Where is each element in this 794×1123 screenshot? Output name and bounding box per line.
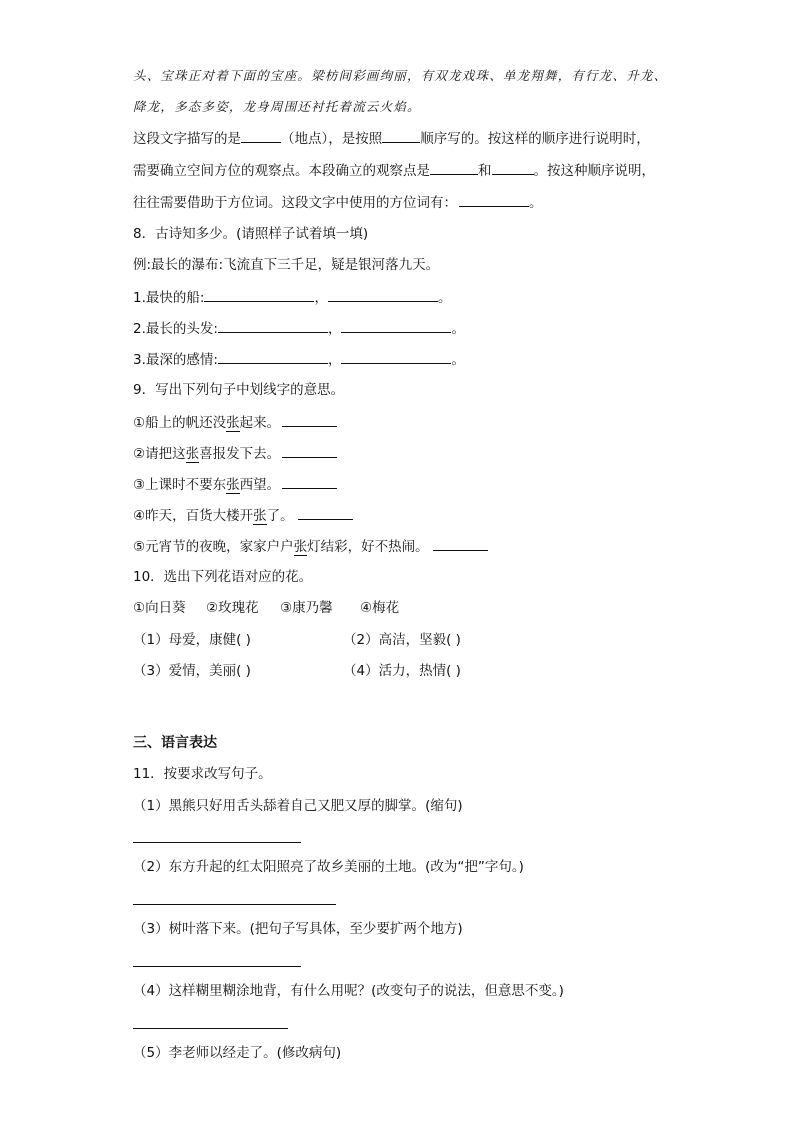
period: 。 [451, 321, 465, 337]
q8-example: 例:最长的瀑布:飞流直下三千足，疑是银河落九天。 [133, 257, 440, 273]
q8-item-3 [133, 349, 465, 370]
q10-title: 10．选出下列花语对应的花。 [133, 569, 313, 585]
q7-line-1 [133, 128, 650, 149]
sentence-text: ④昨天，百货大楼开 [133, 508, 254, 524]
answer-line[interactable] [133, 1028, 288, 1029]
comma: ， [314, 290, 328, 306]
poem-blank[interactable] [341, 349, 451, 364]
underlined-char: 张 [226, 477, 240, 493]
flower-option: ④梅花 [360, 600, 400, 616]
q10-options [133, 598, 399, 618]
meaning-blank[interactable] [282, 443, 337, 458]
q10-pair-4[interactable]: （4）活力，热情( ) [343, 663, 461, 679]
sentence-text: 西望。 [239, 477, 281, 493]
q8-item-label: 2.最长的头发: [133, 321, 218, 337]
q8-item-label: 3.最深的感情: [133, 352, 218, 368]
comma: ， [327, 352, 342, 368]
poem-blank[interactable] [218, 349, 328, 364]
q10-pair-2[interactable]: （2）高洁，坚毅( ) [343, 632, 461, 648]
q7-text: 。 [529, 195, 543, 211]
sentence-text: ③上课时不要东 [133, 477, 227, 493]
q9-sentence-2 [133, 443, 337, 464]
sentence-text: ⑤元宵节的夜晚，家家户户 [133, 539, 294, 555]
underlined-char: 张 [293, 539, 308, 555]
q7-text: 往往需要借助于方位词。这段文字中使用的方位词有： [133, 195, 457, 211]
section-heading: 三、语言表达 [133, 735, 217, 751]
q7-text: （地点），是按照 [281, 131, 383, 147]
passage-line-2: 降龙，多态多姿，龙身周围还衬托着流云火焰。 [133, 99, 421, 114]
observation-point-blank-1[interactable] [430, 160, 478, 175]
q9-sentence-1 [133, 412, 337, 433]
answer-line[interactable] [133, 842, 301, 843]
q10-pair-3[interactable]: （3）爱情，美丽( ) [133, 663, 251, 679]
q11-title: 11．按要求改写句子。 [133, 766, 272, 782]
sentence-text: ②请把这 [133, 446, 186, 462]
location-blank[interactable] [241, 128, 281, 143]
sentence-text: 灯结彩，好不热闹。 [307, 539, 429, 555]
q9-sentence-4 [133, 505, 353, 526]
q7-line-3 [133, 192, 543, 213]
q7-text: 顺序写的。按这样的顺序进行说明时， [420, 131, 650, 147]
period: 。 [437, 290, 452, 306]
sentence-text: 了。 [266, 508, 294, 524]
poem-blank[interactable] [341, 318, 451, 333]
meaning-blank[interactable] [298, 505, 353, 520]
answer-line[interactable] [133, 966, 301, 967]
flower-option: ②玫瑰花 [206, 600, 259, 616]
q7-text: 和 [478, 163, 492, 179]
q7-text: 这段文字描写的是 [133, 131, 241, 147]
underlined-char: 张 [253, 508, 267, 524]
q8-item-2 [133, 318, 465, 339]
q11-item-5: （5）李老师以经走了。(修改病句) [133, 1045, 342, 1061]
q7-line-2 [133, 160, 655, 181]
period: 。 [451, 352, 465, 368]
poem-blank[interactable] [218, 318, 328, 333]
observation-point-blank-2[interactable] [492, 160, 534, 175]
sentence-text: ①船上的帆还没 [133, 415, 227, 431]
sentence-text: 喜报发下去。 [199, 446, 281, 462]
order-blank[interactable] [382, 128, 420, 143]
flower-option: ③康乃馨 [280, 600, 333, 616]
q10-pair-1[interactable]: （1）母爱，康健( ) [133, 632, 251, 648]
q11-item-4: （4）这样糊里糊涂地背，有什么用呢？(改变句子的说法，但意思不变。) [133, 983, 564, 999]
answer-line[interactable] [133, 904, 336, 905]
q9-sentence-5 [133, 536, 488, 557]
underlined-char: 张 [185, 446, 200, 462]
q7-text: 。按这种顺序说明， [533, 163, 655, 179]
q7-text: 需要确立空间方位的观察点。本段确立的观察点是 [133, 163, 430, 179]
q8-title: 8．古诗知多少。(请照样子试着填一填) [133, 226, 369, 242]
meaning-blank[interactable] [282, 474, 337, 489]
meaning-blank[interactable] [282, 412, 337, 427]
q11-item-2: （2）东方升起的红太阳照亮了故乡美丽的土地。(改为“把”字句。) [133, 859, 524, 875]
q8-item-label: 1.最快的船: [133, 290, 205, 306]
underlined-char: 张 [226, 415, 240, 431]
direction-words-blank[interactable] [459, 192, 529, 207]
sentence-text: 起来。 [239, 415, 281, 431]
passage-line-1: 头、宝珠正对着下面的宝座。梁枋间彩画绚丽，有双龙戏珠、单龙翔舞，有行龙、升龙、 [133, 68, 668, 83]
q11-item-3: （3）树叶落下来。(把句子写具体，至少要扩两个地方) [133, 921, 463, 937]
meaning-blank[interactable] [433, 536, 488, 551]
q11-item-1: （1）黑熊只好用舌头舔着自己又肥又厚的脚掌。(缩句) [133, 798, 463, 814]
poem-blank[interactable] [204, 287, 314, 302]
q9-title: 9．写出下列句子中划线字的意思。 [133, 382, 345, 398]
q9-sentence-3 [133, 474, 337, 495]
comma: ， [327, 321, 342, 337]
poem-blank[interactable] [328, 287, 438, 302]
flower-option: ①向日葵 [133, 600, 186, 616]
q8-item-1 [133, 287, 451, 308]
